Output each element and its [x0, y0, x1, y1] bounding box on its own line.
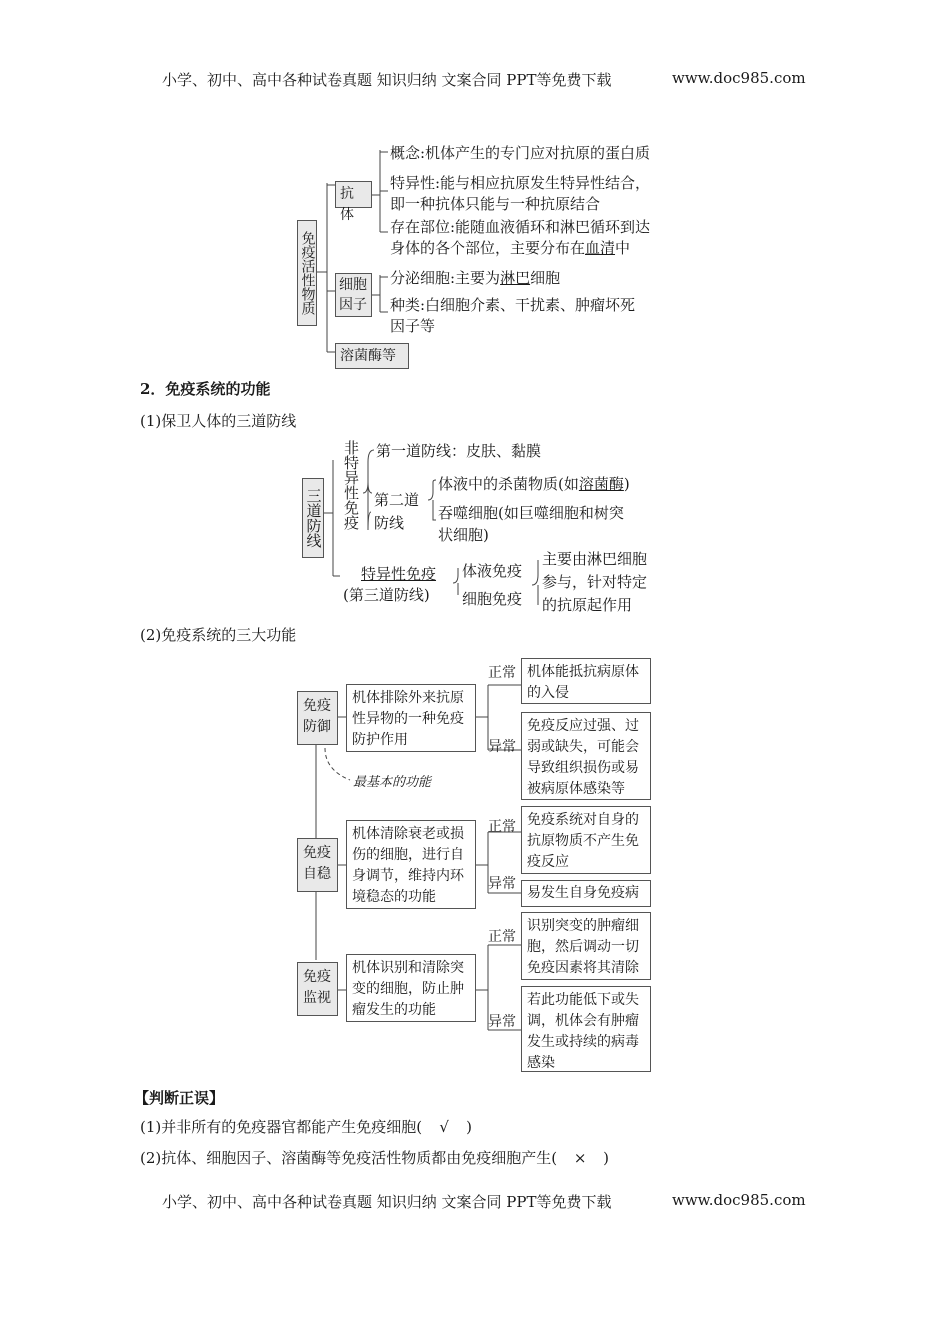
second-line-phagocyte-2: 状细胞) [438, 526, 489, 544]
homeostasis-abnormal-label: 异常 [488, 876, 516, 892]
judge-title: 【判断正误】 [134, 1089, 225, 1107]
judge-q1: (1)并非所有的免疫器官都能产生免疫细胞( √ ) [140, 1118, 472, 1136]
humoral-immunity: 体液免疫 [462, 562, 523, 580]
surveillance-abnormal-box: 若此功能低下或失调，机体会有肿瘤发生或持续的病毒感染 [521, 986, 651, 1072]
antibody-specificity-2: 即一种抗体只能与一种抗原结合 [390, 195, 601, 213]
surveillance-normal-box: 识别突变的肿瘤细胞，然后调动一切免疫因素将其清除 [521, 912, 651, 980]
footer-text: 小学、初中、高中各种试卷真题 知识归纳 文案合同 PPT等免费下载 [162, 1193, 612, 1211]
specific-desc-1: 主要由淋巴细胞 [542, 550, 648, 568]
second-line-phagocyte-1: 吞噬细胞(如巨噬细胞和树突 [438, 504, 624, 522]
section2-sub1: (1)保卫人体的三道防线 [140, 412, 297, 430]
nonspecific-label: 非特异性免疫 [342, 440, 360, 530]
homeostasis-abnormal-box: 易发生自身免疫病 [521, 880, 651, 907]
third-line-label: (第三道防线) [343, 586, 430, 604]
judge-a2: × [573, 1149, 587, 1167]
defense-abnormal-label: 异常 [488, 739, 516, 755]
defense-normal-label: 正常 [488, 665, 516, 681]
cytokine-types-2: 因子等 [390, 317, 436, 335]
immune-defense-box: 免疫防御 [297, 691, 338, 745]
judge-a1: √ [439, 1118, 449, 1136]
header-site[interactable]: www.doc985.com [672, 69, 806, 87]
defense-root-box: 三道防线 [302, 478, 324, 558]
antibody-specificity-1: 特异性:能与相应抗原发生特异性结合， [390, 174, 651, 192]
antibody-location-2: 身体的各个部位，主要分布在血清中 [390, 239, 631, 257]
immune-homeostasis-desc: 机体清除衰老或损伤的细胞，进行自身调节，维持内环境稳态的功能 [346, 820, 476, 909]
surveillance-abnormal-label: 异常 [488, 1014, 516, 1030]
homeostasis-normal-label: 正常 [488, 819, 516, 835]
first-line: 第一道防线：皮肤、黏膜 [376, 442, 542, 460]
antibody-concept: 概念:机体产生的专门应对抗原的蛋白质 [390, 144, 651, 162]
second-line-label-2: 防线 [374, 514, 405, 532]
cellular-immunity: 细胞免疫 [462, 590, 523, 608]
footer-site[interactable]: www.doc985.com [672, 1191, 806, 1209]
basic-function-note: 最基本的功能 [353, 775, 432, 790]
specific-desc-2: 参与，针对特定 [542, 573, 648, 591]
cytokine-types-1: 种类:白细胞介素、干扰素、肿瘤坏死 [390, 296, 636, 314]
second-line-bactericide: 体液中的杀菌物质(如溶菌酶) [438, 475, 630, 493]
surveillance-normal-label: 正常 [488, 929, 516, 945]
second-line-label-1: 第二道 [374, 491, 420, 509]
judge-q2: (2)抗体、细胞因子、溶菌酶等免疫活性物质都由免疫细胞产生( × ) [140, 1149, 609, 1167]
specific-desc-3: 的抗原起作用 [542, 596, 633, 614]
cytokine-secrete: 分泌细胞:主要为淋巴细胞 [390, 269, 561, 287]
antibody-location-1: 存在部位:能随血液循环和淋巴循环到达 [390, 218, 651, 236]
immune-surveillance-box: 免疫监视 [297, 962, 338, 1016]
defense-abnormal-box: 免疫反应过强、过弱或缺失，可能会导致组织损伤或易被病原体感染等 [521, 712, 651, 800]
immune-defense-desc: 机体排除外来抗原性异物的一种免疫防护作用 [346, 684, 476, 752]
section2-sub2: (2)免疫系统的三大功能 [140, 626, 297, 644]
cytokine-box: 细胞因子 [335, 273, 372, 317]
antibody-box: 抗体 [335, 181, 372, 208]
homeostasis-normal-box: 免疫系统对自身的抗原物质不产生免疫反应 [521, 806, 651, 874]
header-text: 小学、初中、高中各种试卷真题 知识归纳 文案合同 PPT等免费下载 [162, 71, 612, 89]
immune-homeostasis-box: 免疫自稳 [297, 838, 338, 892]
immune-surveillance-desc: 机体识别和清除突变的细胞，防止肿瘤发生的功能 [346, 954, 476, 1022]
active-root-box: 免疫活性物质 [297, 220, 317, 326]
lysozyme-box: 溶菌酶等 [335, 343, 409, 369]
defense-normal-box: 机体能抵抗病原体的入侵 [521, 658, 651, 704]
specific-immunity: 特异性免疫 [361, 565, 437, 583]
section2-title: 2．免疫系统的功能 [140, 380, 271, 398]
